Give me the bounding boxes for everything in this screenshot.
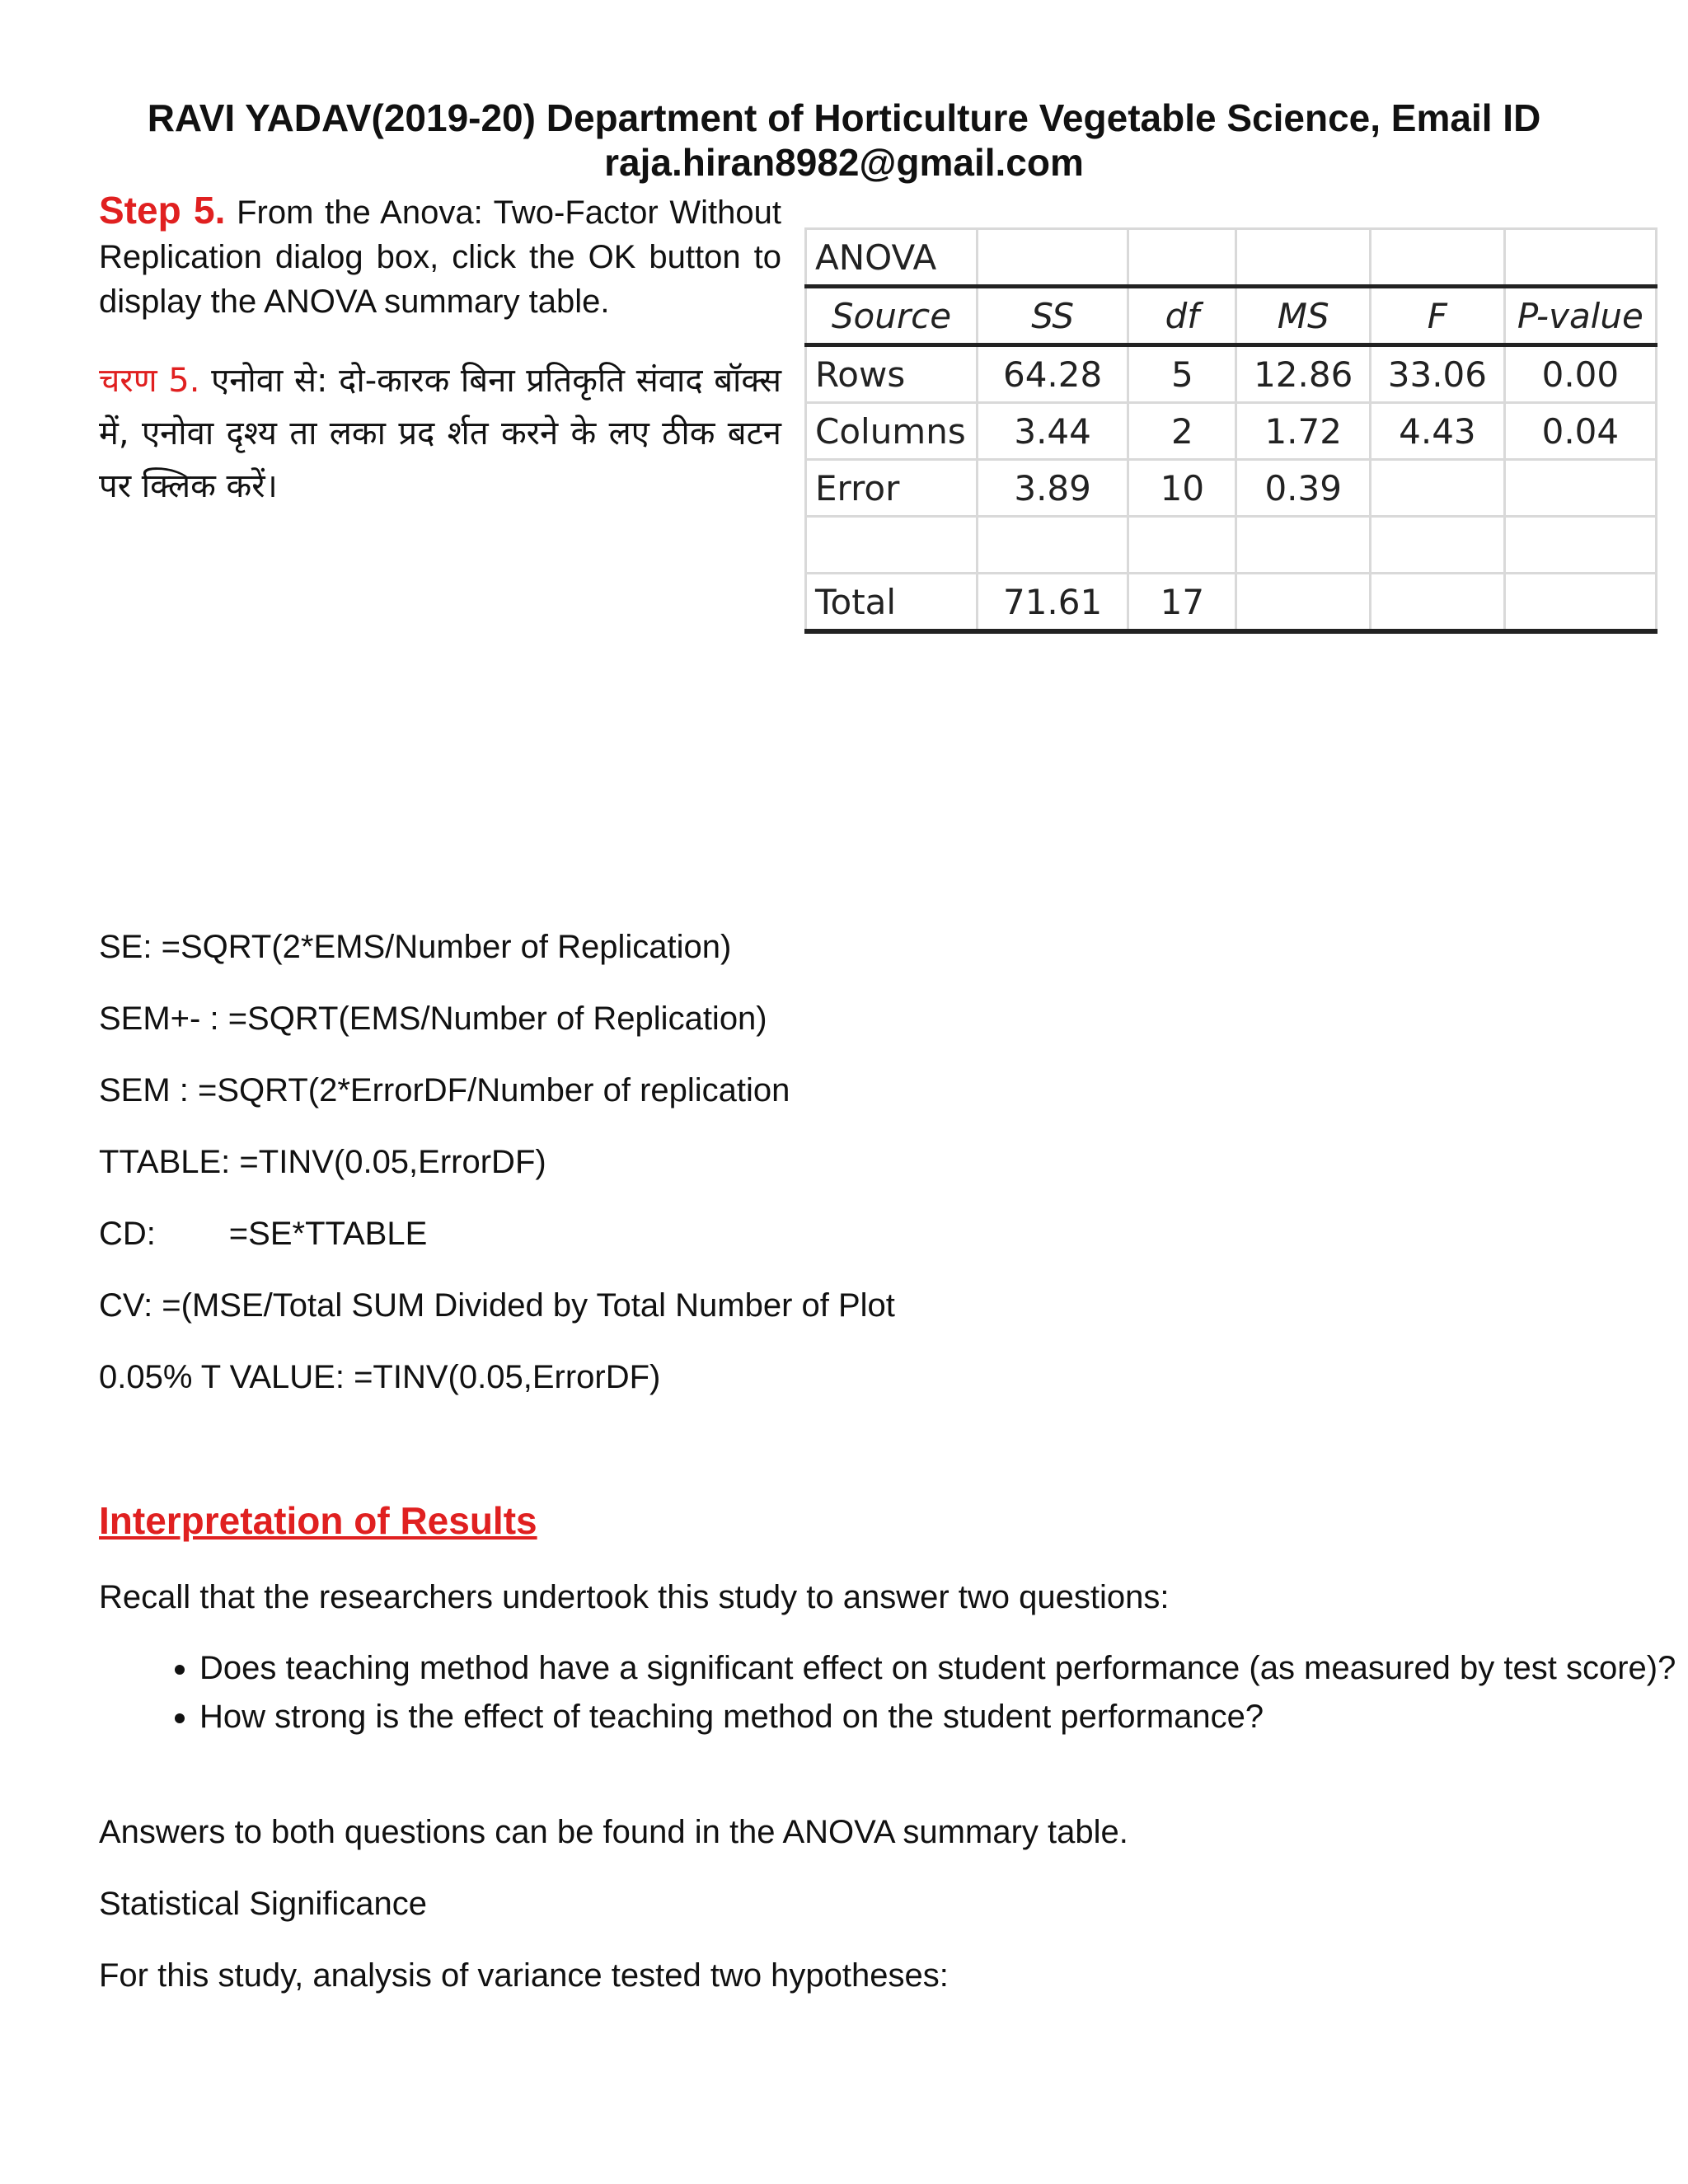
column-header: Source (806, 287, 978, 345)
table-cell (1504, 517, 1656, 574)
significance-subheading: Statistical Significance (99, 1886, 427, 1922)
formula-t-value: 0.05% T VALUE: =TINV(0.05,ErrorDF) (99, 1359, 661, 1395)
table-cell (1128, 229, 1236, 287)
column-header: F (1371, 287, 1505, 345)
table-cell (977, 229, 1128, 287)
intro-paragraph: Recall that the researchers undertook this study to answer two questions: (99, 1579, 1170, 1615)
formula-sem-pm: SEM+- : =SQRT(EMS/Number of Replication) (99, 1001, 767, 1037)
table-cell: Total (806, 574, 978, 632)
table-cell: 4.43 (1371, 403, 1505, 460)
list-item: • Does teaching method have a significant effect on student performance (as measured by test score)? (199, 1647, 1688, 1690)
table-cell: 0.00 (1504, 345, 1656, 403)
table-cell (1128, 517, 1236, 574)
table-cell (1371, 229, 1505, 287)
table-cell (1236, 229, 1371, 287)
header-email: raja.hiran8982@gmail.com (604, 141, 1084, 184)
table-cell: 3.44 (977, 403, 1128, 460)
anova-title: ANOVA (806, 229, 978, 287)
formula-cv: CV: =(MSE/Total SUM Divided by Total Number of Plot (99, 1287, 895, 1324)
column-header: SS (977, 287, 1128, 345)
step-label: Step 5. (99, 189, 226, 232)
table-cell (1371, 517, 1505, 574)
table-cell: 0.04 (1504, 403, 1656, 460)
table-cell: 1.72 (1236, 403, 1371, 460)
table-cell: 3.89 (977, 460, 1128, 517)
table-row (806, 403, 1657, 460)
table-cell: 12.86 (1236, 345, 1371, 403)
hindi-text: एनोवा से: दो-कारक बिना प्रतिकृति संवाद बॉक्स में, एनोवा दृश्य ता लका प्रद र्शत करने के लए ठीक बटन पर क्लिक करें। (99, 362, 782, 505)
table-cell (1504, 574, 1656, 632)
header-line-1: RAVI YADAV(2019-20) Department of Horticulture Vegetable Science, Email ID (147, 96, 1541, 139)
step-text: From the Anova: Two-Factor Without Replication dialog box, click the OK button to display the ANOVA summary table. (99, 194, 781, 320)
table-cell (1504, 229, 1656, 287)
hindi-instruction (99, 354, 781, 513)
column-header: P-value (1504, 287, 1656, 345)
anova-title-row (806, 229, 1657, 287)
question-list (99, 1647, 1688, 1744)
table-cell: Rows (806, 345, 978, 403)
table-cell: 10 (1128, 460, 1236, 517)
formula-sem: SEM : =SQRT(2*ErrorDF/Number of replication (99, 1072, 790, 1108)
anova-header-row (806, 287, 1657, 345)
formula-cd: CD: =SE*TTABLE (99, 1216, 428, 1252)
table-row (806, 517, 1657, 574)
table-cell: 5 (1128, 345, 1236, 403)
table-cell (1371, 460, 1505, 517)
table-cell: Columns (806, 403, 978, 460)
anova-table (804, 227, 1658, 634)
table-cell (977, 517, 1128, 574)
interpretation-heading: Interpretation of Results (99, 1499, 537, 1542)
table-cell: Error (806, 460, 978, 517)
column-header: MS (1236, 287, 1371, 345)
table-cell: 0.39 (1236, 460, 1371, 517)
table-cell: 71.61 (977, 574, 1128, 632)
table-row-total (806, 574, 1657, 632)
table-cell (1504, 460, 1656, 517)
table-row (806, 345, 1657, 403)
answers-paragraph: Answers to both questions can be found in the ANOVA summary table. (99, 1814, 1128, 1850)
table-cell (1371, 574, 1505, 632)
formula-se: SE: =SQRT(2*EMS/Number of Replication) (99, 929, 732, 965)
table-cell: 64.28 (977, 345, 1128, 403)
formula-ttable: TTABLE: =TINV(0.05,ErrorDF) (99, 1144, 546, 1180)
hypotheses-paragraph: For this study, analysis of variance tested two hypotheses: (99, 1957, 949, 1994)
table-cell (806, 517, 978, 574)
list-item: • How strong is the effect of teaching method on the student performance? (199, 1695, 1688, 1739)
column-header: df (1128, 287, 1236, 345)
hindi-step-label: चरण 5. (99, 362, 200, 400)
table-cell: 2 (1128, 403, 1236, 460)
table-cell: 33.06 (1371, 345, 1505, 403)
table-cell (1236, 517, 1371, 574)
table-cell: 17 (1128, 574, 1236, 632)
table-cell (1236, 574, 1371, 632)
step-5-instruction (99, 188, 781, 324)
table-row (806, 460, 1657, 517)
